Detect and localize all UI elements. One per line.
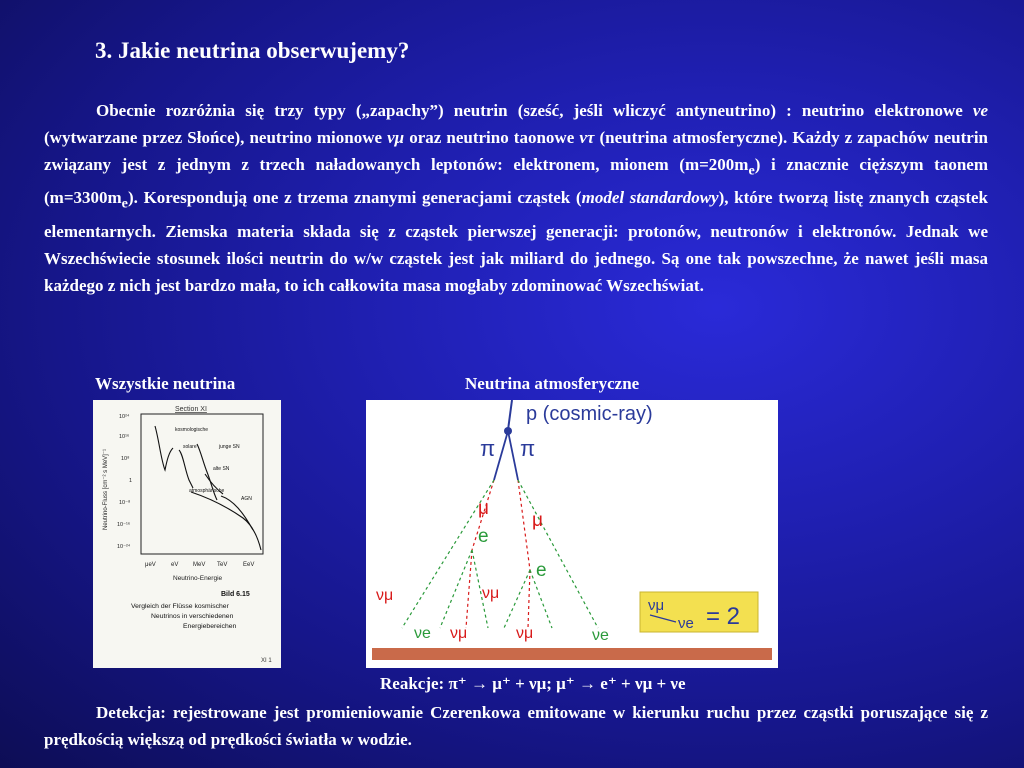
figure-caption-line: Neutrinos in verschiedenen (151, 613, 234, 620)
curve-label-old-sn: alte SN (213, 466, 230, 472)
ground-surface (372, 648, 772, 660)
figure-caption-line: Vergleich der Flüsse kosmischer (131, 603, 229, 610)
primary-proton-label: p (cosmic-ray) (526, 403, 653, 425)
x-tick: TeV (217, 562, 228, 568)
ratio-numerator: νμ (648, 597, 665, 614)
nu-mu-label: νμ (516, 625, 534, 642)
nu-e-label: νe (414, 625, 431, 642)
nu-e-label: νe (592, 627, 609, 644)
flux-x-label: Neutrino-Energie (173, 575, 223, 582)
reaction-formula: Reakcje: π⁺ → μ⁺ + νμ; μ⁺ → e⁺ + νμ + νe (380, 674, 686, 693)
pion-right-label: π (520, 436, 536, 461)
caption-atmospheric-neutrinos: Neutrina atmosferyczne (465, 374, 640, 393)
y-tick: 10⁸ (121, 456, 130, 462)
x-tick: MeV (193, 562, 206, 568)
slide-title: 3. Jakie neutrina obserwujemy? (95, 38, 410, 63)
figure-header: Section XI (175, 406, 207, 413)
curve-label-atmospheric: atmosphärische (189, 488, 225, 494)
y-tick: 10⁻⁸ (119, 500, 131, 506)
y-tick: 1 (129, 478, 133, 484)
electron-left-label: e (478, 526, 489, 547)
y-tick: 10⁻¹⁶ (117, 522, 131, 528)
neutrino-flux-figure (93, 400, 281, 668)
nu-mu-label: νμ (482, 585, 500, 602)
nu-mu-symbol: νμ (387, 128, 405, 147)
curve-label-cosmological: kosmologische (175, 427, 209, 433)
curve-label-young-sn: junge SN (219, 444, 240, 450)
figure-footer: XI 1 (261, 658, 272, 664)
x-tick: eV (171, 562, 179, 568)
nu-mu-label: νμ (450, 625, 468, 642)
y-tick: 10¹⁶ (119, 434, 130, 440)
figure-caption-title: Bild 6.15 (221, 591, 250, 598)
electron-right-label: e (536, 560, 547, 581)
ratio-denominator: νe (678, 615, 694, 632)
x-tick: μeV (145, 562, 156, 568)
muon-left-label: μ (478, 498, 489, 519)
nu-e-symbol: νe (972, 101, 988, 120)
caption-all-neutrinos: Wszystkie neutrina (95, 374, 236, 393)
detection-paragraph: Detekcja: rejestrowane jest promieniowanie Czerenkowa emitowane w kierunku ruchu przez cząstki poruszające się z prędkością większą od prędkości światła w wodzie. (44, 703, 988, 749)
flux-y-label: Neutrino-Fluss [cm⁻² s MeV]⁻¹ (103, 448, 109, 530)
y-tick: 10⁻²⁴ (117, 544, 131, 550)
atmospheric-neutrino-figure (366, 400, 778, 668)
nu-mu-label: νμ (376, 587, 394, 604)
y-tick: 10²⁴ (119, 414, 130, 420)
curve-label-agn: AGN (241, 496, 252, 502)
pion-left-label: π (480, 436, 496, 461)
figure-caption-line: Energiebereichen (183, 623, 237, 630)
ratio-value: = 2 (706, 603, 741, 630)
muon-right-label: μ (532, 510, 543, 531)
intro-paragraph: Obecnie rozróżnia się trzy typy („zapachy”) neutrin (sześć, jeśli wliczyć antyneutrino) : neutrino elektronowe νe (wytwarzane przez Słońce), neutrino mionowe νμ oraz neutrino taonowe ντ (neutrina atmosferyczne). Każdy z zapachów neutrin związany jest z jednym z trzech naładowanych leptonów: elektronem, mionem $(m=200m_e)$ i znacznie cięższym taonem $(m=3300m_e)$. Korespondują one z trzema znanymi generacjami cząstek (model standardowy), które tworzą listę znanych cząstek elementarnych. Ziemska materia składa się z cząstek pierwszej generacji: protonów, neutronów i elektronów. Jednak we Wszechświecie stosunek ilości neutrin do w/w cząstek jest jak miliard do jednego. Są one tak powszechne, że nawet jeśli masa każdego z nich jest bardzo mała, to ich całkowita masa mogłaby zdominować Wszechświat. (44, 101, 988, 295)
x-tick: EeV (243, 562, 255, 568)
curve-label-solar: solare (183, 444, 197, 450)
nu-tau-symbol: ντ (579, 128, 595, 147)
